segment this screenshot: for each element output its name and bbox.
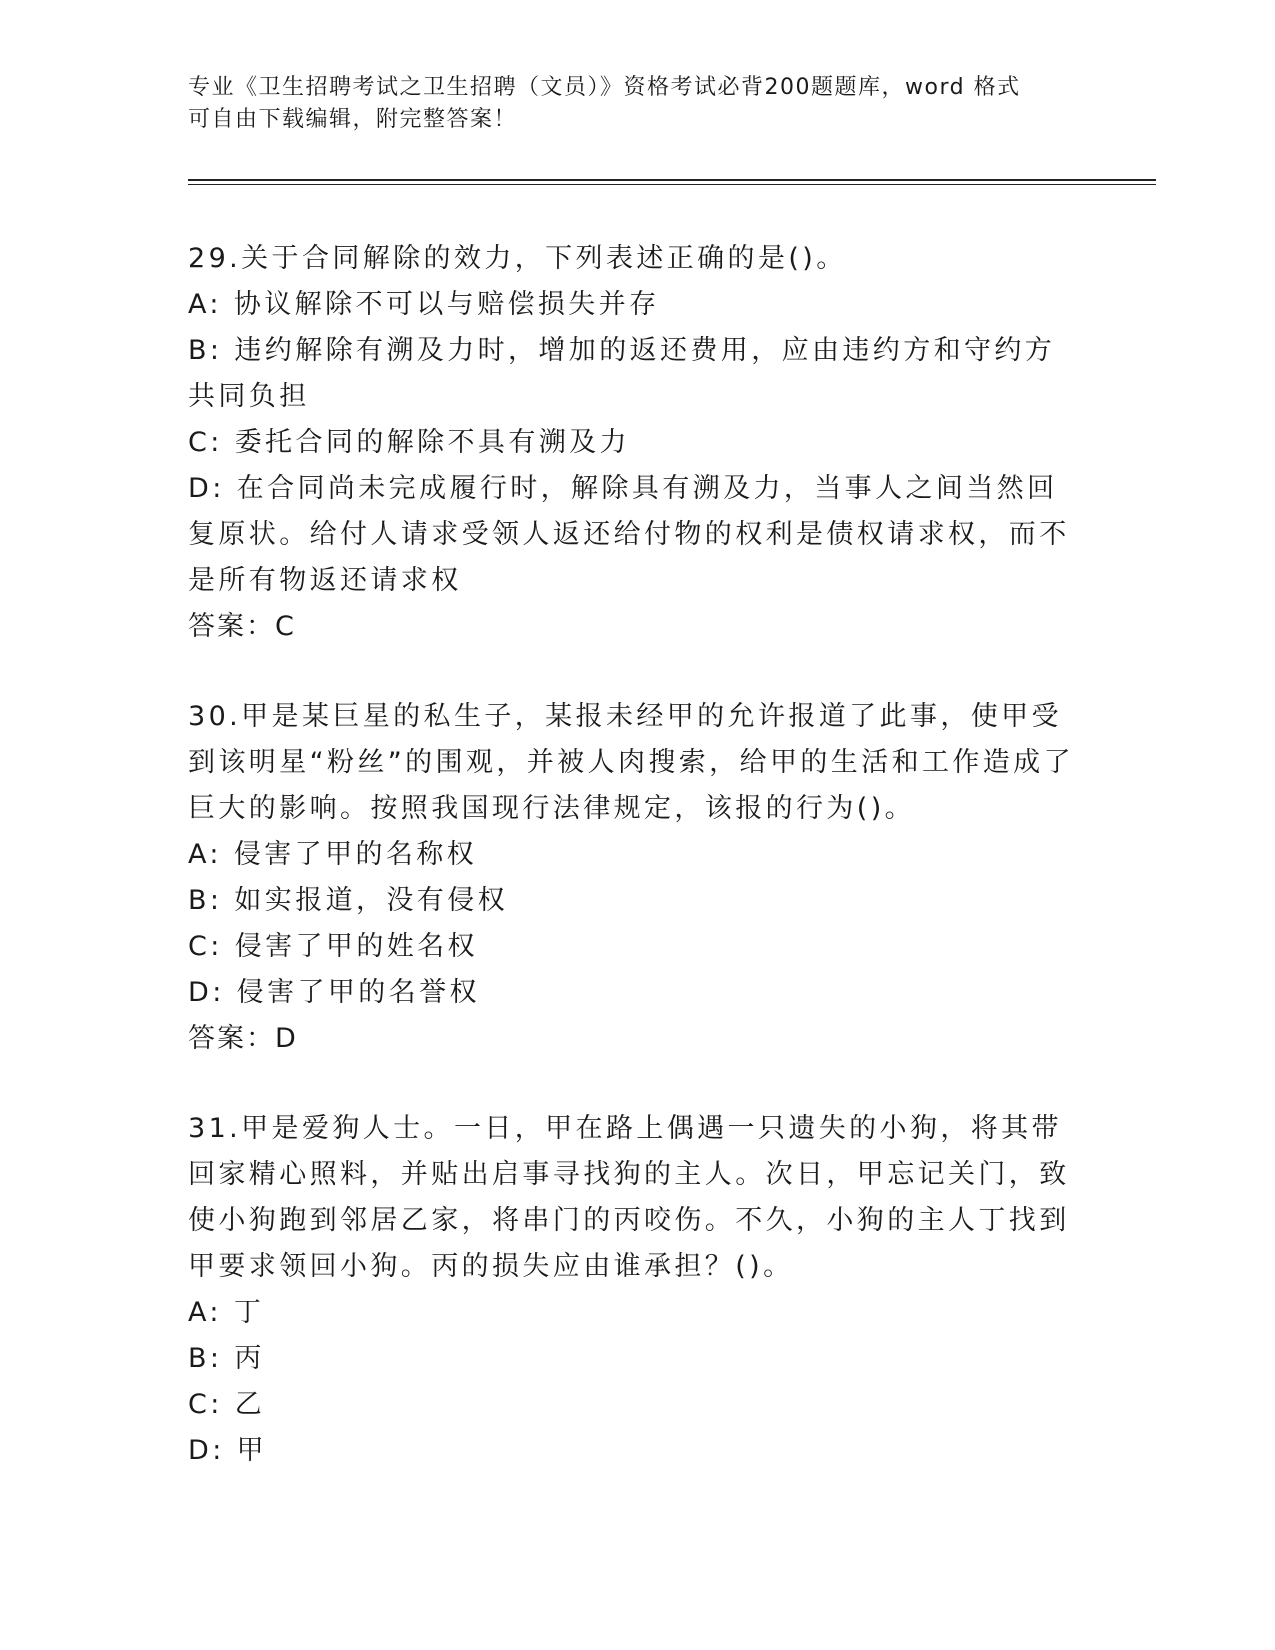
- question-stem: 31.甲是爱狗人士。一日，甲在路上偶遇一只遗失的小狗，将其带回家精心照料，并贴出启事寻找狗的主人。次日，甲忘记关门，致使小狗跑到邻居乙家，将串门的丙咬伤。不久，小狗的主人丁找到甲要求领回小狗。丙的损失应由谁承担？()。: [188, 1113, 1070, 1282]
- document-header: [188, 72, 1068, 136]
- question-30: [188, 694, 1078, 1062]
- option-a: A: 丁: [188, 1297, 265, 1328]
- option-a: A: 侵害了甲的名称权: [188, 839, 478, 870]
- option-c: C: 委托合同的解除不具有溯及力: [188, 427, 630, 458]
- option-c: C: 乙: [188, 1389, 266, 1420]
- header-line-2: 可自由下载编辑，附完整答案！: [188, 107, 518, 132]
- header-line-1: 专业《卫生招聘考试之卫生招聘（文员）》资格考试必背200题题库，word 格式: [188, 75, 1021, 100]
- question-stem: 29.关于合同解除的效力，下列表述正确的是()。: [188, 243, 847, 274]
- option-b: B: 丙: [188, 1343, 265, 1374]
- option-d: D: 甲: [188, 1435, 268, 1466]
- option-d: D: 侵害了甲的名誉权: [188, 977, 480, 1008]
- question-list: [188, 236, 1078, 1518]
- option-b: B: 如实报道，没有侵权: [188, 885, 509, 916]
- question-29: [188, 236, 1078, 650]
- header-divider-thin: [188, 184, 1156, 185]
- question-stem: 30.甲是某巨星的私生子，某报未经甲的允许报道了此事，使甲受到该明星“粉丝”的围观，并被人肉搜索，给甲的生活和工作造成了巨大的影响。按照我国现行法律规定，该报的行为()。: [188, 701, 1074, 824]
- option-d: D: 在合同尚未完成履行时，解除具有溯及力，当事人之间当然回复原状。给付人请求受领人返还给付物的权利是债权请求权，而不是所有物返还请求权: [188, 473, 1070, 596]
- option-b: B: 违约解除有溯及力时，增加的返还费用，应由违约方和守约方共同负担: [188, 335, 1056, 412]
- option-c: C: 侵害了甲的姓名权: [188, 931, 478, 962]
- question-31: [188, 1106, 1078, 1474]
- option-a: A: 协议解除不可以与赔偿损失并存: [188, 289, 660, 320]
- header-divider-thick: [188, 179, 1156, 181]
- answer-line: 答案：D: [188, 1023, 298, 1054]
- answer-line: 答案：C: [188, 611, 296, 642]
